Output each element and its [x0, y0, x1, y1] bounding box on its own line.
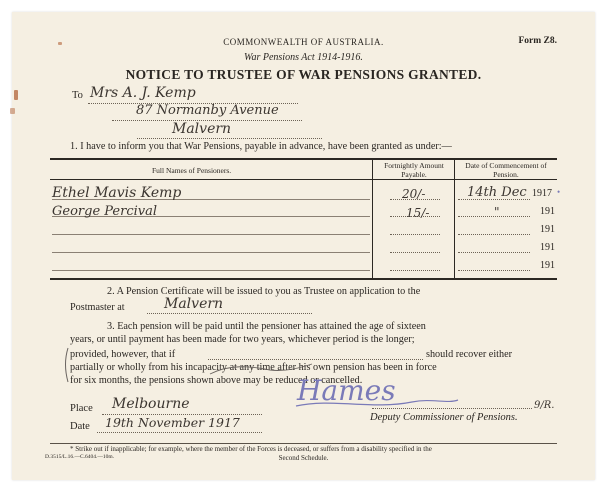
paragraph-3-line-3b: should recover either	[426, 349, 512, 360]
deputy-commissioner-title: Deputy Commissioner of Pensions.	[370, 412, 518, 423]
pensioner-name: Ethel Mavis Kemp	[52, 185, 182, 201]
commencement-year: 191	[540, 260, 555, 271]
place-label: Place	[70, 403, 93, 414]
form-number: Form Z8.	[518, 36, 557, 46]
print-code: D.3515/L.16.—C.6404.—10m.	[45, 454, 115, 460]
paragraph-3-line-2: years, or until payment has been made for two years, whichever period is the longer;	[70, 334, 415, 345]
header-full-names: Full Names of Pensioners.	[152, 166, 232, 175]
paragraph-3-line-3a: provided, however, that if	[70, 349, 176, 360]
table-top-rule	[50, 158, 557, 160]
commencement-year: 191	[540, 242, 555, 253]
header-commencement-date: Date of Commencement of Pension.	[465, 161, 547, 179]
table-row-line	[390, 234, 440, 235]
edge-stain	[14, 90, 18, 100]
commonwealth-heading: COMMONWEALTH OF AUSTRALIA.	[223, 37, 384, 47]
place-value: Melbourne	[112, 396, 190, 412]
trustee-address-suburb: Malvern	[172, 121, 232, 137]
fortnightly-amount: 20/-	[402, 187, 426, 201]
footnote-rule	[50, 443, 557, 444]
paragraph-2-line-1: 2. A Pension Certificate will be issued to you as Trustee on application to the	[107, 286, 421, 297]
table-row-line	[390, 270, 440, 271]
date-dotted-line	[97, 432, 262, 433]
table-column-divider	[454, 158, 455, 280]
signature-flourish	[292, 394, 462, 414]
trustee-address-street: 87 Normanby Avenue	[136, 103, 279, 118]
commencement-date: "	[494, 205, 500, 219]
table-row-line	[52, 234, 370, 235]
pensioner-name: George Percival	[52, 204, 158, 219]
act-heading: War Pensions Act 1914-1916.	[244, 52, 363, 63]
signature-dotted-line	[372, 408, 532, 409]
signature: Hames	[297, 374, 396, 407]
table-row-line	[390, 252, 440, 253]
postmaster-label: Postmaster at	[70, 302, 125, 313]
table-row-line	[52, 252, 370, 253]
table-bottom-rule	[50, 278, 557, 280]
postmaster-location: Malvern	[164, 296, 224, 312]
table-row-line	[52, 270, 370, 271]
edge-stain	[10, 108, 15, 114]
table-row-line	[458, 270, 530, 271]
commencement-year: 1917	[532, 188, 552, 199]
table-column-divider	[372, 158, 373, 280]
table-row-line	[458, 234, 530, 235]
commencement-year: 191	[540, 224, 555, 235]
to-label: To	[72, 90, 83, 101]
table-header-rule	[50, 179, 557, 180]
commencement-year: 191	[540, 206, 555, 217]
notice-document	[12, 12, 595, 480]
paragraph-3-line-1: 3. Each pension will be paid until the pensioner has attained the age of sixteen	[107, 321, 426, 332]
trustee-name: Mrs A. J. Kemp	[90, 85, 196, 101]
footnote-line-2: Second Schedule.	[278, 454, 329, 462]
postmaster-dotted-line	[147, 313, 312, 314]
date-label: Date	[70, 421, 90, 432]
footnote-line-1: * Strike out if inapplicable; for example, where the member of the Forces is deceased, or suffers from a disability specified in the	[70, 445, 432, 453]
signature-initials: 9/R.	[534, 400, 555, 411]
date-value: 19th November 1917	[105, 415, 240, 430]
paragraph-3-line-5: for six months, the pensions shown above may be reduced or cancelled.	[70, 375, 363, 386]
table-row-line	[458, 252, 530, 253]
paragraph-3-line-4: partially or wholly from his incapacity at any time after his own pension has been in force	[70, 362, 437, 373]
to-dotted-line	[137, 138, 322, 139]
paragraph-1: 1. I have to inform you that War Pensions, payable in advance, have been granted as under:—	[70, 141, 452, 152]
header-fortnightly-amount: Fortnightly Amount Payable.	[384, 161, 444, 179]
ink-mark: •	[557, 187, 561, 197]
fortnightly-amount: 15/-	[406, 206, 430, 220]
notice-title: NOTICE TO TRUSTEE OF WAR PENSIONS GRANTED.	[125, 67, 482, 82]
commencement-date: 14th Dec	[467, 185, 527, 200]
